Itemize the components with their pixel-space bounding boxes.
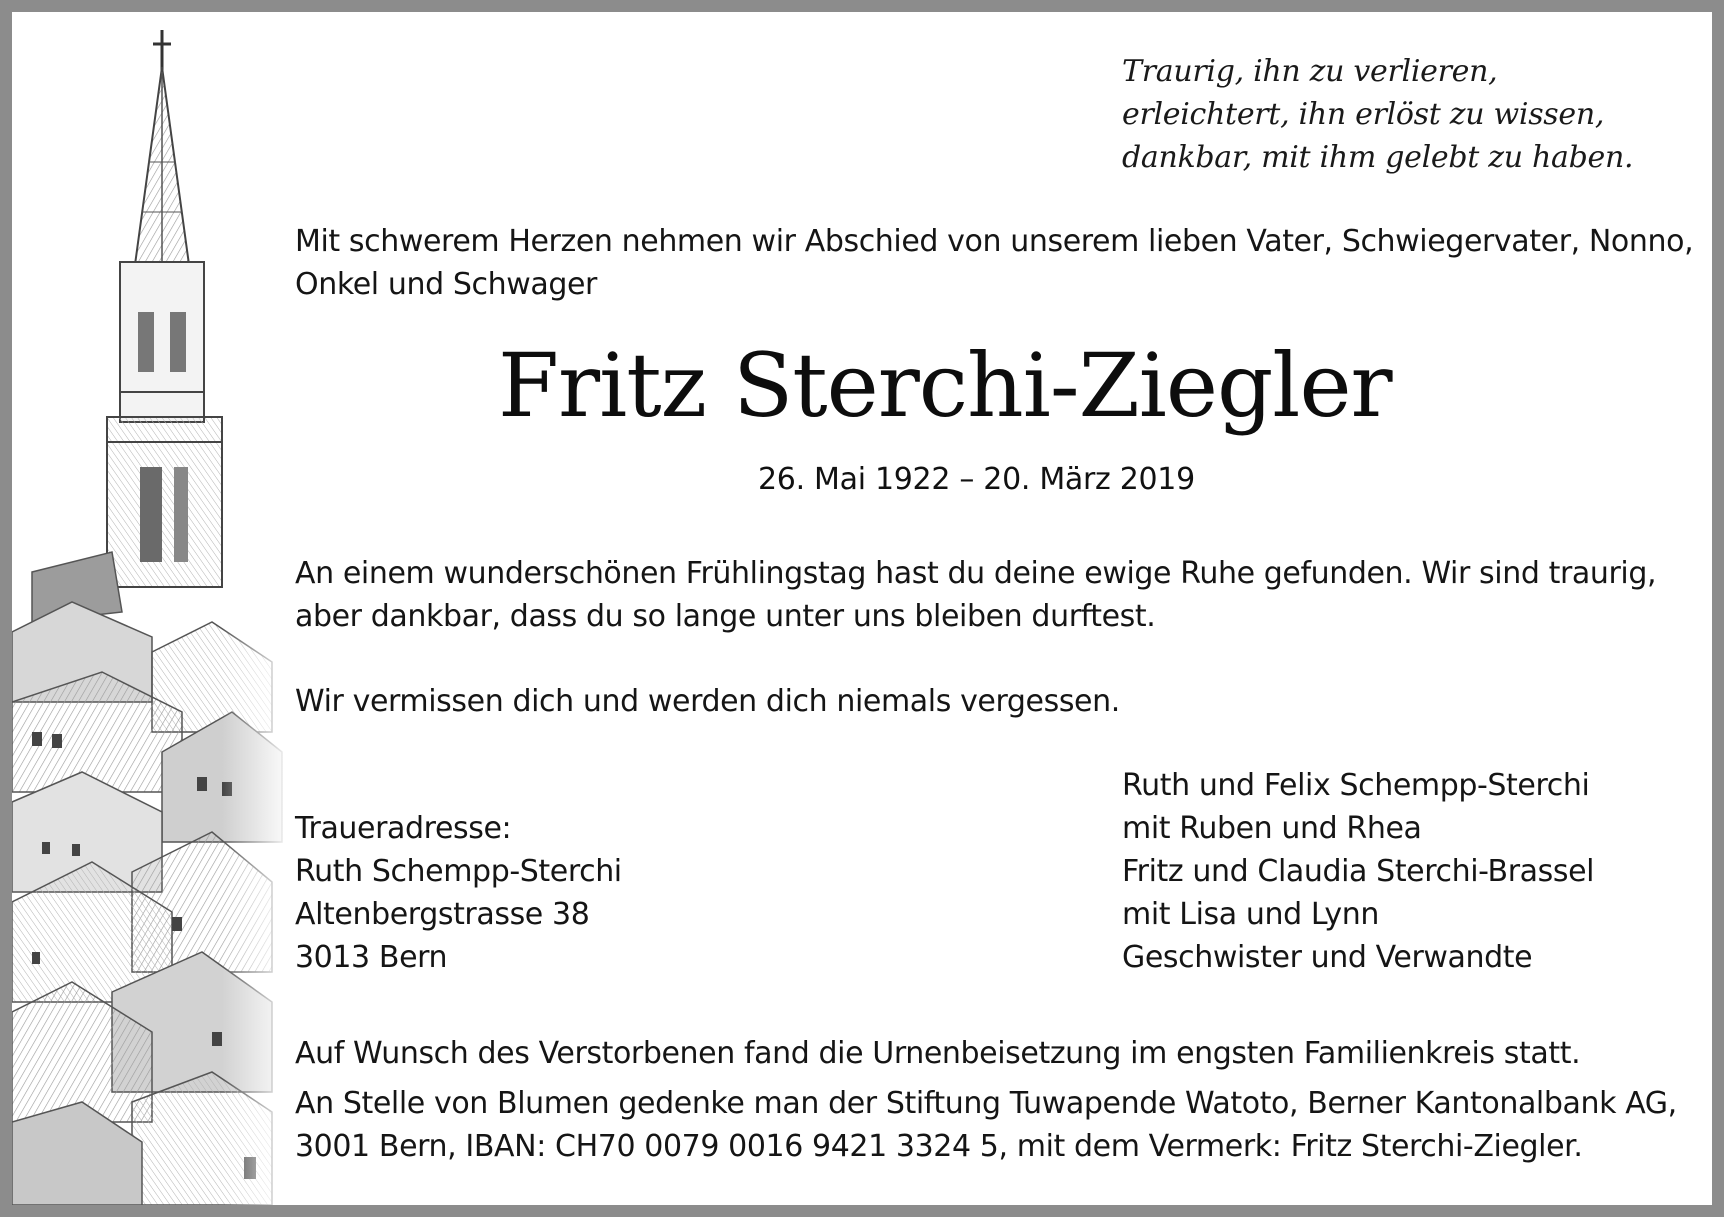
intro-line: Onkel und Schwager bbox=[295, 267, 597, 302]
deceased-name: Fritz Sterchi-Ziegler bbox=[498, 334, 1392, 437]
message-line: aber dankbar, dass du so lange unter uns bleiben durftest. bbox=[295, 599, 1156, 634]
farewell-message bbox=[295, 552, 1656, 638]
donation-line: 3001 Bern, IBAN: CH70 0079 0016 9421 3324 5, mit dem Vermerk: Fritz Sterchi-Ziegler. bbox=[295, 1129, 1583, 1164]
obituary-sheet bbox=[12, 12, 1712, 1205]
family-line: Fritz und Claudia Sterchi-Brassel bbox=[1122, 854, 1595, 889]
family-line: Ruth und Felix Schempp-Sterchi bbox=[1122, 768, 1590, 803]
donation-line: An Stelle von Blumen gedenke man der Stiftung Tuwapende Watoto, Berner Kantonalbank AG, bbox=[295, 1086, 1677, 1121]
address-line: 3013 Bern bbox=[295, 940, 448, 975]
message-line: An einem wunderschönen Frühlingstag hast du deine ewige Ruhe gefunden. Wir sind traurig, bbox=[295, 556, 1657, 591]
quote-line: dankbar, mit ihm gelebt zu haben. bbox=[1122, 140, 1634, 175]
mourning-address bbox=[295, 807, 622, 979]
burial-note: Auf Wunsch des Verstorbenen fand die Urnenbeisetzung im engsten Familienkreis statt. bbox=[295, 1036, 1581, 1071]
bereaved-family bbox=[1122, 764, 1594, 979]
bern-cathedral-illustration bbox=[12, 12, 292, 1205]
intro-text bbox=[295, 220, 1693, 306]
quote-line: Traurig, ihn zu verlieren, bbox=[1122, 54, 1498, 89]
address-line: Altenbergstrasse 38 bbox=[295, 897, 590, 932]
donation-note bbox=[295, 1082, 1677, 1168]
family-line: mit Lisa und Lynn bbox=[1122, 897, 1380, 932]
address-line: Traueradresse: bbox=[295, 811, 512, 846]
family-line: Geschwister und Verwandte bbox=[1122, 940, 1533, 975]
life-dates: 26. Mai 1922 – 20. März 2019 bbox=[758, 462, 1195, 497]
quote-line: erleichtert, ihn erlöst zu wissen, bbox=[1122, 97, 1605, 132]
address-line: Ruth Schempp-Sterchi bbox=[295, 854, 622, 889]
intro-line: Mit schwerem Herzen nehmen wir Abschied von unserem lieben Vater, Schwiegervater, Nonno, bbox=[295, 224, 1694, 259]
family-line: mit Ruben und Rhea bbox=[1122, 811, 1422, 846]
memorial-quote bbox=[1122, 50, 1633, 179]
remembrance-line: Wir vermissen dich und werden dich niemals vergessen. bbox=[295, 684, 1120, 719]
